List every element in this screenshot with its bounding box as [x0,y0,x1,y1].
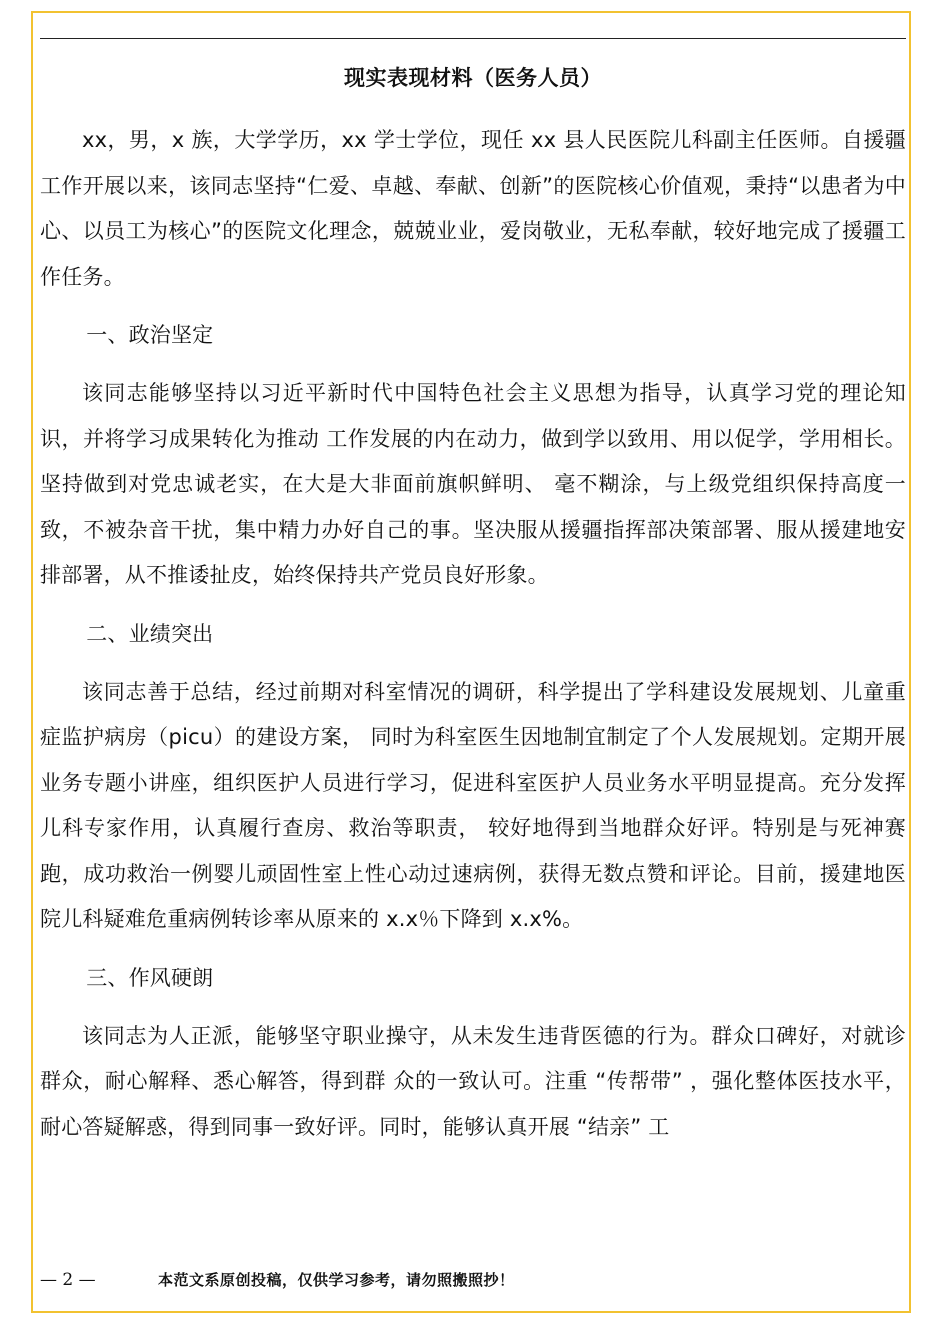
section-body-performance: 该同志善于总结，经过前期对科室情况的调研，科学提出了学科建设发展规划、儿童重症监护病房（picu）的建设方案， 同时为科室医生因地制宜制定了个人发展规划。定期开展业务专题小讲座，组织医护人员进行学习，促进科室医护人员业务水平明显提高。充分发挥儿科专家作用，认真履行查房、救治等职责， 较好地得到当地群众好评。特别是与死神赛跑，成功救治一例婴儿顽固性室上性心动过速病例，获得无数点赞和评论。目前，援建地医院儿科疑难危重病例转诊率从原来的 x.x％下降到 x.x%。 [40,679,906,931]
copyright-notice: 本范文系原创投稿，仅供学习参考，请勿照搬照抄！ [158,1271,515,1289]
section-heading-conduct: 三、作风硬朗 [86,965,214,990]
page-number: — 2 — [40,1270,96,1290]
intro-paragraph: xx，男，x 族，大学学历，xx 学士学位，现任 xx 县人民医院儿科副主任医师。自援疆工作开展以来，该同志坚持“仁爱、卓越、奉献、创新”的医院核心价值观，秉持“以患者为中心、以员工为核心”的医院文化理念，兢兢业业，爱岗敬业，无私奉献，较好地完成了援疆工作任务。 [40,128,906,289]
document-title: 现实表现材料（医务人员） [344,66,602,90]
section-heading-political: 一、政治坚定 [86,323,214,347]
page-footer [40,1265,906,1295]
document-body [40,60,906,1163]
section-body-political: 该同志能够坚持以习近平新时代中国特色社会主义思想为指导，认真学习党的理论知识，并将学习成果转化为推动 工作发展的内在动力，做到学以致用、用以促学，学用相长。坚持做到对党忠诚老实，在大是大非面前旗帜鲜明、 毫不糊涂，与上级党组织保持高度一致，不被杂音干扰，集中精力办好自己的事。坚决服从援疆指挥部决策部署、服从援建地安排部署，从不推诿扯皮，始终保持共产党员良好形象。 [40,381,906,587]
section-heading-performance: 二、业绩突出 [86,621,214,646]
section-body-conduct: 该同志为人正派，能够坚守职业操守，从未发生违背医德的行为。群众口碑好，对就诊群众，耐心解释、悉心解答，得到群 众的一致认可。注重 “传帮带” ，强化整体医技水平，耐心答疑解惑，得到同事一致好评。同时，能够认真开展 “结亲” 工 [40,1023,906,1139]
header-rule [40,38,906,39]
